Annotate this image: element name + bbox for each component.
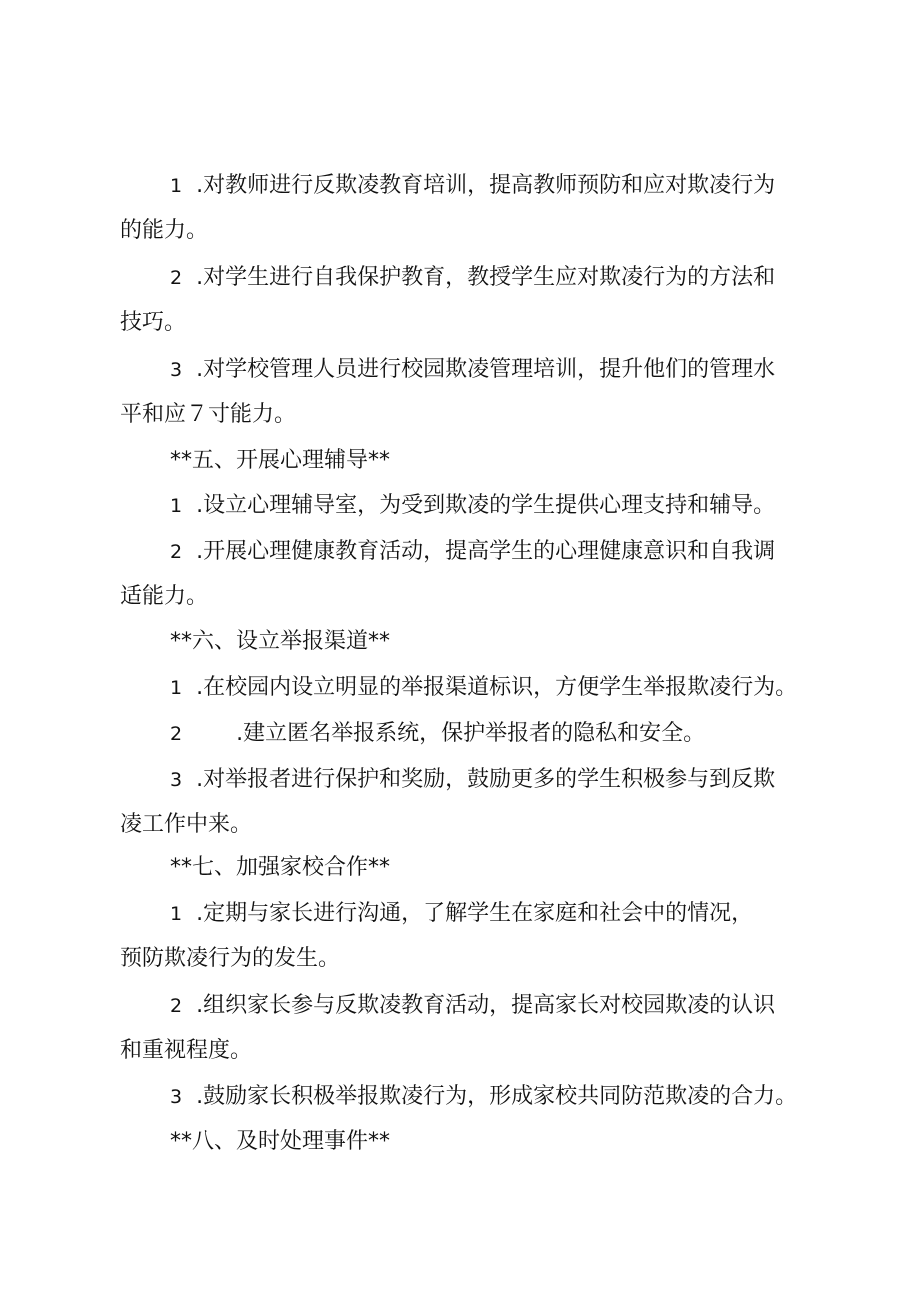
item-number: 1 [170, 903, 183, 925]
list-item-continuation: 技巧。 [120, 310, 187, 335]
item-text: .在校园内设立明显的举报渠道标识，方便学生举报欺凌行为。 [196, 675, 798, 700]
section-heading: **六、设立举报渠道** [170, 629, 391, 654]
list-item [170, 355, 775, 385]
item-text: .对学生进行自我保护教育，教授学生应对欺凌行为的方法和 [196, 265, 776, 290]
list-item [170, 719, 705, 749]
item-number: 3 [170, 359, 183, 381]
section-heading: **五、开展心理辅导** [170, 448, 391, 473]
list-item [170, 263, 775, 293]
list-item-continuation: 凌工作中来。 [120, 812, 253, 837]
item-text: .对教师进行反欺凌教育培训，提高教师预防和应对欺凌行为 [196, 173, 776, 198]
item-number: 2 [170, 723, 183, 745]
list-item-continuation: 和重视程度。 [120, 1038, 253, 1063]
item-number: 2 [170, 995, 183, 1017]
list-item-continuation: 预防欺凌行为的发生。 [120, 946, 341, 971]
item-text: .组织家长参与反欺凌教育活动，提高家长对校园欺凌的认识 [196, 993, 776, 1018]
list-item [170, 1082, 797, 1112]
item-text: .定期与家长进行沟通，了解学生在家庭和社会中的情况， [196, 901, 754, 926]
item-text: .鼓励家长积极举报欺凌行为，形成家校共同防范欺凌的合力。 [196, 1084, 798, 1109]
item-text: .建立匿名举报系统，保护举报者的隐私和安全。 [236, 721, 706, 746]
list-item [170, 537, 775, 567]
item-number: 2 [170, 541, 183, 563]
list-item-continuation: 适能力。 [120, 584, 209, 609]
item-number: 3 [170, 769, 183, 791]
section-heading: **八、及时处理事件** [170, 1129, 391, 1154]
item-text: .开展心理健康教育活动，提高学生的心理健康意识和自我调 [196, 539, 776, 564]
item-number: 1 [170, 495, 183, 517]
list-item [170, 491, 775, 521]
list-item-continuation: 的能力。 [120, 218, 209, 243]
item-text: .设立心理辅导室，为受到欺凌的学生提供心理支持和辅导。 [196, 493, 776, 518]
item-text: .对学校管理人员进行校园欺凌管理培训，提升他们的管理水 [196, 357, 776, 382]
list-item [170, 899, 753, 929]
list-item [170, 171, 775, 201]
item-number: 1 [170, 175, 183, 197]
item-number: 3 [170, 1086, 183, 1108]
section-heading: **七、加强家校合作** [170, 855, 391, 880]
list-item [170, 673, 797, 703]
item-number: 1 [170, 677, 183, 699]
item-number: 2 [170, 267, 183, 289]
list-item [170, 765, 775, 795]
list-item [170, 991, 775, 1021]
list-item-continuation: 平和应７寸能力。 [120, 402, 297, 427]
item-text: .对举报者进行保护和奖励，鼓励更多的学生积极参与到反欺 [196, 767, 776, 792]
